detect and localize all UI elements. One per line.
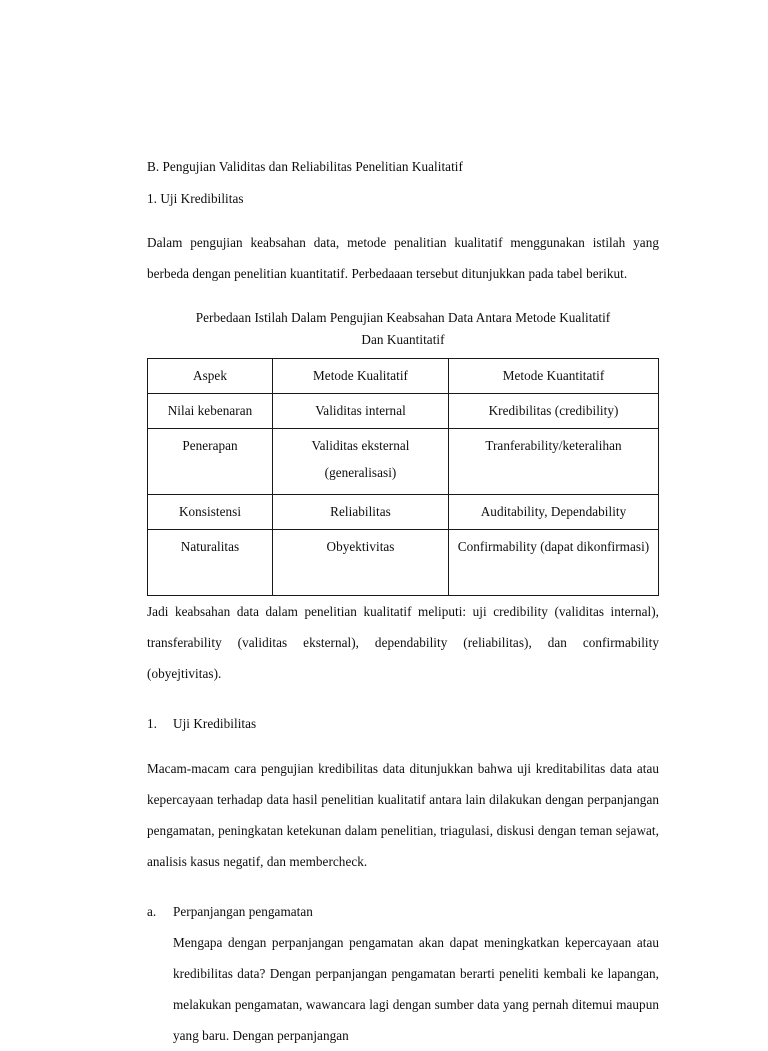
table-cell-aspek: Konsistensi — [148, 495, 273, 530]
intro-paragraph: Dalam pengujian keabsahan data, metode penalitian kualitatif menggunakan istilah yang berbeda dengan penelitian kuantitatif. Perbedaaan tersebut ditunjukkan pada tabel berikut. — [147, 235, 659, 282]
list-item-marker: a. — [147, 904, 157, 920]
table-caption — [147, 307, 659, 351]
table-cell-kualitatif: Validitas internal — [273, 394, 449, 429]
spacer — [147, 689, 659, 708]
comparison-table — [147, 358, 659, 596]
list-item-title: Uji Kredibilitas — [173, 716, 257, 732]
list-item-a-body: Mengapa dengan perpanjangan pengamatan akan dapat meningkatkan kepercayaan atau kredibilitas data? Dengan perpanjangan pengamatan berarti peneliti kembali ke lapangan, melakukan pengamatan, wawancara lagi dengan sumber data yang pernah ditemui maupun yang baru. Dengan perpanjangan — [173, 935, 659, 1044]
table-row — [148, 530, 659, 596]
list-item-1-body: Macam-macam cara pengujian kredibilitas data ditunjukkan bahwa uji kreditabilitas data atau kepercayaan terhadap data hasil penelitian kualitatif antara lain dilakukan dengan perpanjangan pengamatan, peningkatan ketekunan dalam penelitian, triagulasi, diskusi dengan teman sejawat, analisis kasus negatif, dan membercheck. — [147, 761, 659, 870]
after-table-paragraph: Jadi keabsahan data dalam penelitian kualitatif meliputi: uji credibility (validitas internal), transferability (validitas eksternal), dependability (reliabilitas), dan confirmability (obyejtivitas). — [147, 604, 659, 682]
table-header-cell-aspek: Aspek — [148, 359, 273, 394]
document-content — [147, 160, 659, 1051]
list-item-marker: 1. — [147, 716, 157, 732]
spacer — [147, 877, 659, 896]
list-item-title: Perpanjangan pengamatan — [173, 904, 313, 920]
subsection-heading: 1. Uji Kredibilitas — [147, 191, 244, 207]
table-row — [148, 394, 659, 429]
table-cell-aspek: Naturalitas — [148, 530, 273, 596]
table-cell-aspek: Nilai kebenaran — [148, 394, 273, 429]
table-cell-kuantitatif: Confirmability (dapat dikonfirmasi) — [449, 530, 659, 596]
table-caption-line-1: Perbedaan Istilah Dalam Pengujian Keabsahan Data Antara Metode Kualitatif — [195, 310, 611, 326]
table-header-cell-kualitatif: Metode Kualitatif — [273, 359, 449, 394]
table-cell-kuantitatif: Kredibilitas (credibility) — [449, 394, 659, 429]
table-caption-line-2: Dan Kuantitatif — [361, 332, 445, 348]
table-cell-kuantitatif: Tranferability/keteralihan — [449, 429, 659, 495]
table-row — [148, 429, 659, 495]
list-item — [147, 896, 659, 1051]
table-cell-aspek: Penerapan — [148, 429, 273, 495]
table-header-cell-kuantitatif: Metode Kuantitatif — [449, 359, 659, 394]
list-item — [147, 708, 659, 739]
table-cell-kualitatif: Obyektivitas — [273, 530, 449, 596]
section-heading: B. Pengujian Validitas dan Reliabilitas Penelitian Kualitatif — [147, 159, 463, 174]
table-cell-kualitatif: Reliabilitas — [273, 495, 449, 530]
table-cell-kualitatif: Validitas eksternal (generalisasi) — [273, 429, 449, 495]
spacer — [147, 739, 659, 753]
table-header-row — [148, 359, 659, 394]
table-cell-kuantitatif: Auditability, Dependability — [449, 495, 659, 530]
table-row — [148, 495, 659, 530]
